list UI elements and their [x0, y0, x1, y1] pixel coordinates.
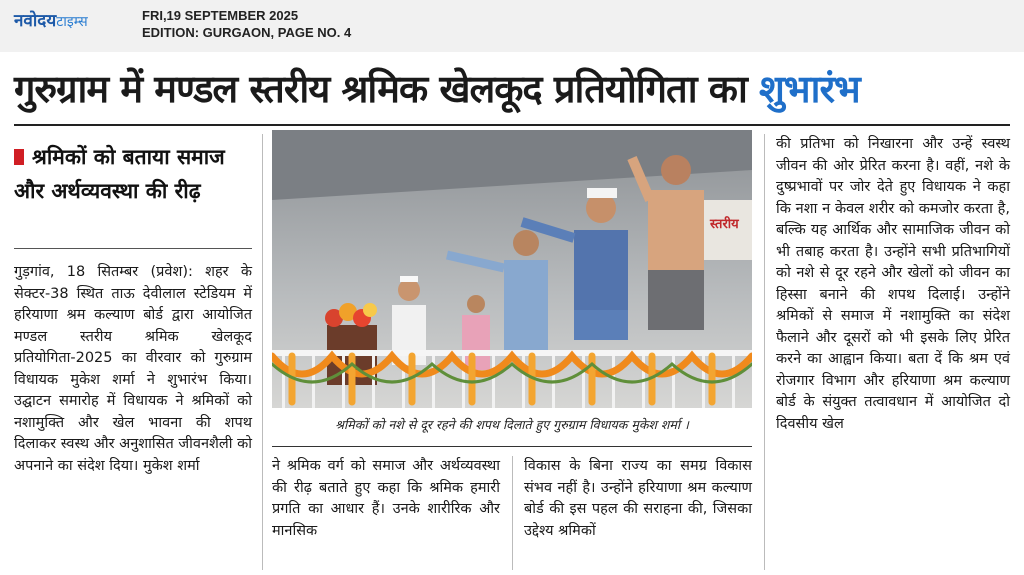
logo-main-text: नवोदय	[14, 11, 57, 31]
dateline	[142, 7, 351, 41]
article-column-3: विकास के बिना राज्य का समग्र विकास संभव नहीं है। उन्होंने हरियाणा श्रम कल्याण बोर्ड की इस पहल की सराहना की, जिसका उद्देश्य श्रमिकों	[524, 458, 752, 539]
column-divider	[764, 134, 765, 570]
headline-highlight: शुभारंभ	[759, 67, 860, 111]
news-photo	[272, 130, 752, 408]
news-photo-illustration	[272, 130, 752, 408]
headline	[14, 58, 1010, 120]
photo-caption: श्रमिकों को नशे से दूर रहने की शपथ दिलाते हुए गुरुग्राम विधायक मुकेश शर्मा ।	[335, 417, 689, 432]
edition-info: EDITION: GURGAON, PAGE NO. 4	[142, 25, 352, 40]
newspaper-logo	[14, 8, 88, 31]
subheadline-text: श्रमिकों को बताया समाज और अर्थव्यवस्था की रीढ़	[14, 145, 225, 203]
column-divider	[262, 134, 263, 570]
headline-main: गुरुग्राम में मण्डल स्तरीय श्रमिक खेलकूद प्रतियोगिता का	[14, 67, 760, 111]
column-divider	[512, 456, 513, 570]
subheadline-rule	[14, 248, 252, 249]
subheadline-bullet	[14, 149, 24, 165]
article-column-4: की प्रतिभा को निखारना और उन्हें स्वस्थ जीवन की ओर प्रेरित करना है। वहीं, नशे के दुष्प्रभावों पर जोर देते हुए विधायक ने कहा कि नशा न केवल शरीर को कमजोर करता है, बल्कि यह आर्थिक और सामाजिक जीवन को भी तबाह करता है। उन्होंने सभी प्रतिभागियों को नशे से दूर रहने और खेलों को जीवन का हिस्सा बनाने की शपथ दिलाई। उन्होंने श्रमिकों से समाज में नशामुक्ति का संदेश फैलाने और दूसरों को भी इसके लिए प्रेरित करने का आह्वान किया। बता दें कि श्रम एवं रोजगार विभाग और हरियाणा श्रम कल्याण बोर्ड के संयुक्त तत्वावधान में आयोजित दो दिवसीय खेल	[776, 136, 1010, 432]
caption-rule	[272, 446, 752, 447]
subheadline	[14, 140, 250, 208]
logo-sub-text: टाइम्स	[56, 14, 88, 30]
banner-text: स्तरीय	[710, 217, 739, 232]
article-column-1: गुड़गांव, 18 सितम्बर (प्रवेश): शहर के सेक्टर-38 स्थित ताऊ देवीलाल स्टेडियम में हरियाणा श्रम कल्याण बोर्ड द्वारा आयोजित मण्डल स्तरीय श्रमिक खेलकूद प्रतियोगिता-2025 का वीरवार को गुरुग्राम विधायक मुकेश शर्मा ने शुभारंभ किया। उद्घाटन समारोह में विधायक ने श्रमिकों को नशामुक्ति और खेल भावना की शपथ दिलाकर स्वस्थ और अनुशासित जीवनशैली को अपनाने का संदेश दिया। मुकेश शर्मा	[14, 264, 252, 474]
headline-rule	[14, 124, 1010, 126]
publication-date: FRI,19 SEPTEMBER 2025	[142, 8, 299, 23]
article-column-2: ने श्रमिक वर्ग को समाज और अर्थव्यवस्था की रीढ़ बताते हुए कहा कि श्रमिक हमारी प्रगति का आधार हैं। उनके शारीरिक और मानसिक	[272, 458, 500, 539]
